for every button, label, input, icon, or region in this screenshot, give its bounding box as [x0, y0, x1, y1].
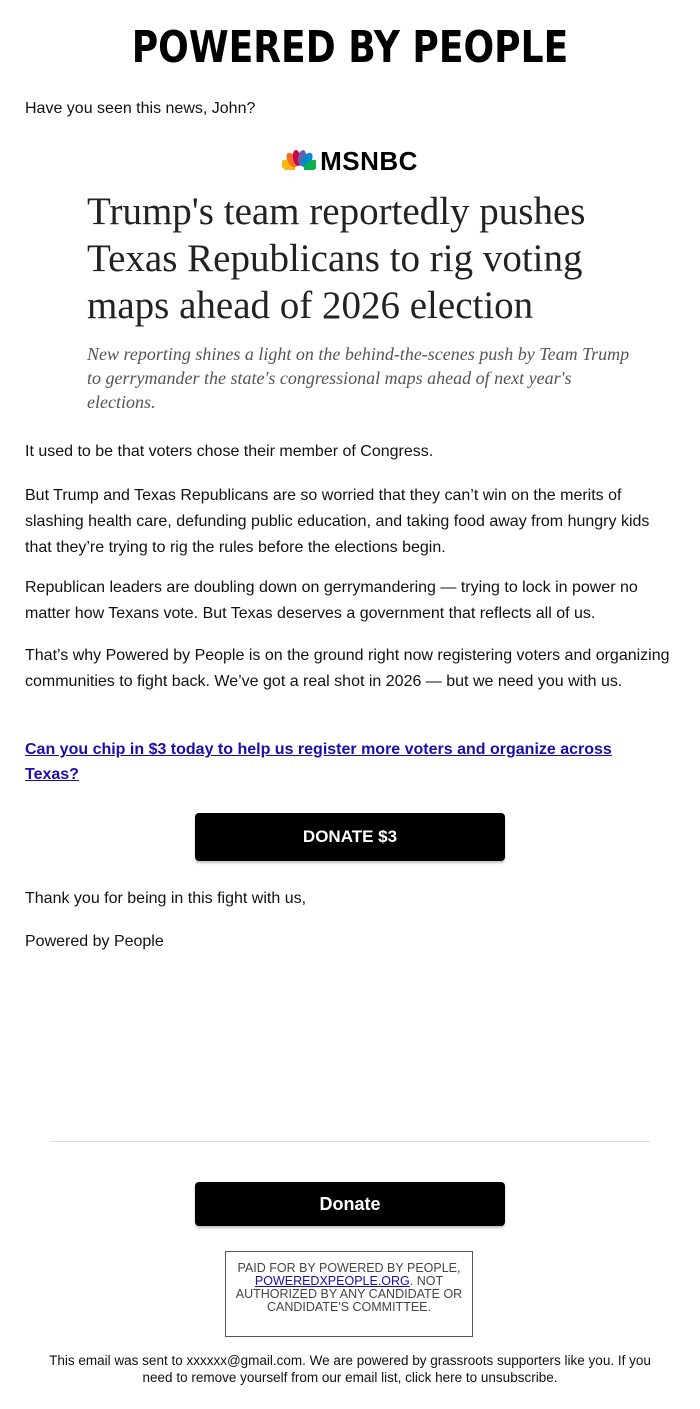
article-headline[interactable]: Trump's team reportedly pushes Texas Republicans to rig voting maps ahead of 2026 election: [87, 190, 586, 327]
brand-title: POWERED BY PEOPLE: [131, 22, 569, 73]
body-paragraph-4: That’s why Powered by People is on the ground right now registering voters and organizing communities to fight back. We’ve got a real shot in 2026 — but we need you with us.: [25, 647, 670, 690]
footer-notice[interactable]: This email was sent to xxxxxx@gmail.com. We are powered by grassroots supporters like you. If you need to remove yourself from our email list, click here to unsubscribe.: [49, 1353, 651, 1385]
greeting: Have you seen this news, John?: [25, 100, 256, 117]
outlet-name: MSNBC: [320, 146, 418, 176]
disclaimer-text-start: PAID FOR BY POWERED BY PEOPLE,: [237, 1261, 461, 1275]
disclaimer-text-end: . NOT AUTHORIZED BY ANY CANDIDATE OR CANDIDATE'S COMMITTEE.: [235, 1274, 463, 1314]
paid-for-disclaimer: [225, 1251, 473, 1337]
body-paragraph-2: But Trump and Texas Republicans are so worried that they can’t win on the merits of slashing health care, defunding public education, and taking food away from hungry kids that they’re trying to rig the rules before the elections begin.: [25, 487, 650, 556]
divider: [50, 1141, 650, 1142]
donation-ask-link[interactable]: Can you chip in $3 today to help us register more voters and organize across Texas?: [25, 741, 612, 783]
closing-thanks: Thank you for being in this fight with us,: [25, 890, 307, 907]
body-paragraph-1: It used to be that voters chose their member of Congress.: [25, 443, 434, 460]
peacock-icon: [282, 150, 316, 174]
body-paragraph-3: Republican leaders are doubling down on gerrymandering — trying to lock in power no matter how Texans vote. But Texas deserves a government that reflects all of us.: [25, 579, 638, 622]
signature: Powered by People: [25, 933, 164, 950]
article-dek: New reporting shines a light on the behind-the-scenes push by Team Trump to gerrymander the state's congressional maps ahead of next year's elections.: [87, 344, 630, 412]
donate-3-button[interactable]: DONATE $3: [195, 813, 505, 861]
outlet-logo[interactable]: [0, 146, 700, 177]
website-link[interactable]: POWEREDXPEOPLE.ORG: [254, 1274, 410, 1288]
donate-button[interactable]: Donate: [195, 1182, 505, 1226]
